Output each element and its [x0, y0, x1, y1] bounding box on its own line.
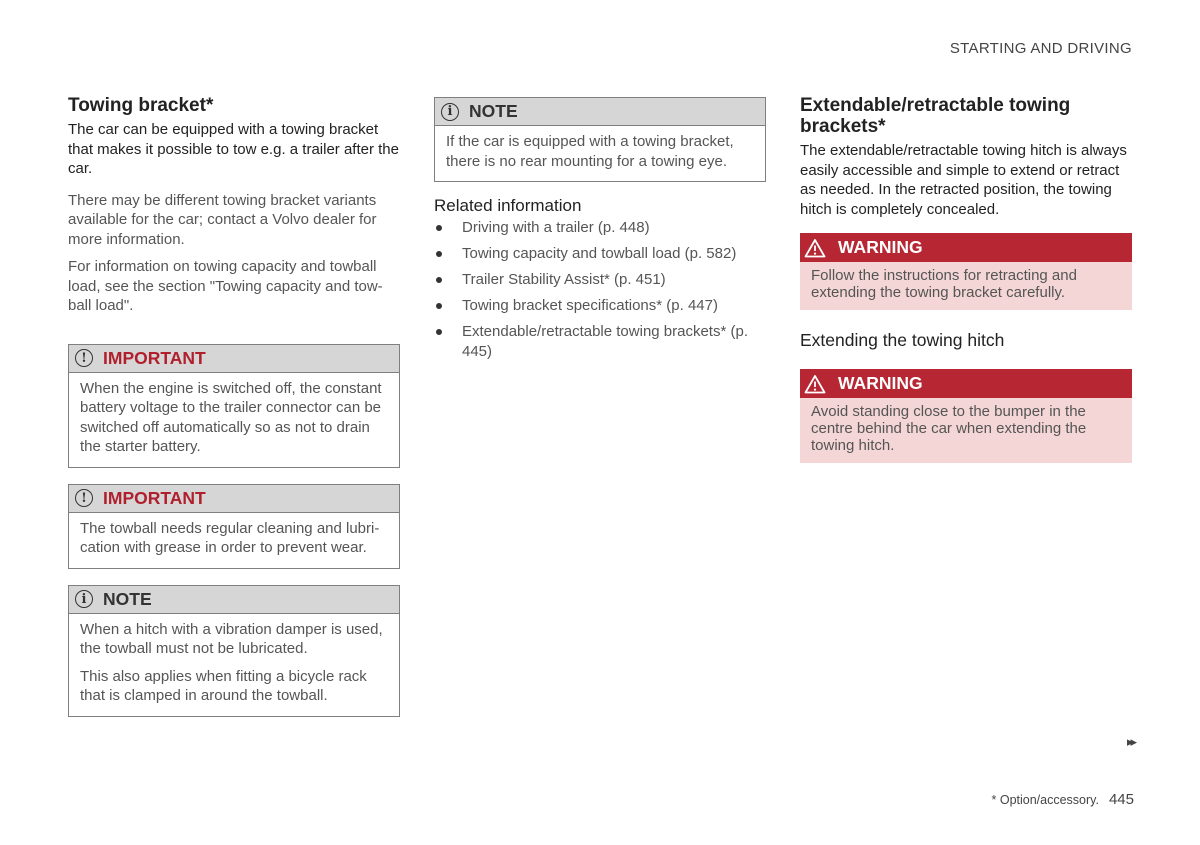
- important-label: IMPORTANT: [103, 487, 206, 508]
- page-footer: [992, 791, 1134, 808]
- important-header: [69, 485, 399, 513]
- related-link[interactable]: Towing bracket specifications* (p. 447): [434, 296, 766, 316]
- info-circle-icon: i: [75, 590, 93, 608]
- column-extendable: [800, 95, 1132, 483]
- related-link[interactable]: Extendable/retractable towing brackets* (p. 445): [434, 322, 766, 361]
- extendable-intro-text: The extendable/retractable towing hitch is always easily accessible and simple to extend or retract as needed. In the retracted position, the towing hitch is completely concealed.: [800, 142, 1127, 218]
- important-towball-text: The towball needs regular cleaning and lubri-cation with grease in order to prevent wear.: [80, 519, 380, 556]
- option-footnote: * Option/accessory.: [991, 793, 1099, 807]
- warning-bumper-text: Avoid standing close to the bumper in the centre behind the car when extending the towing hitch.: [800, 398, 1132, 463]
- related-information-heading: Related information: [434, 196, 582, 215]
- important-box-towball: [68, 484, 400, 569]
- continue-arrows-icon: ▸▸: [1126, 734, 1134, 749]
- warning-box-bumper: [800, 369, 1132, 463]
- note-header: [69, 586, 399, 614]
- warning-header: [800, 233, 1132, 262]
- exclamation-circle-icon: !: [75, 489, 93, 507]
- related-links-list: [434, 218, 766, 361]
- warning-header: [800, 369, 1132, 398]
- warning-triangle-icon: [804, 374, 826, 394]
- related-link[interactable]: Driving with a trailer (p. 448): [434, 218, 766, 238]
- note-box-damper: [68, 585, 400, 717]
- capacity-reference-text: For information on towing capacity and towball load, see the section "Towing capacity and tow-ball load".: [68, 258, 383, 314]
- note-box-towing-eye: [434, 97, 766, 182]
- exclamation-circle-icon: !: [75, 349, 93, 367]
- note-text: [69, 614, 399, 716]
- note-label: NOTE: [469, 101, 518, 121]
- warning-triangle-icon: [804, 238, 826, 258]
- column-towing-bracket: [68, 95, 400, 733]
- related-link[interactable]: Towing capacity and towball load (p. 582): [434, 244, 766, 264]
- warning-label: WARNING: [838, 237, 923, 257]
- note-damper-text: When a hitch with a vibration damper is used, the towball must not be lubricated.: [80, 620, 383, 657]
- section-header: STARTING AND DRIVING: [949, 40, 1132, 57]
- warning-instructions-text: Follow the instructions for retracting and extending the towing bracket carefully.: [800, 262, 1132, 310]
- note-text: [435, 126, 765, 181]
- important-box-battery: [68, 344, 400, 468]
- note-header: [435, 98, 765, 126]
- important-text: [69, 373, 399, 467]
- important-header: [69, 345, 399, 373]
- column-related: [434, 97, 766, 368]
- intro-text: The car can be equipped with a towing bracket that makes it possible to tow e.g. a trailer after the car.: [68, 121, 399, 177]
- important-text: [69, 513, 399, 568]
- note-label: NOTE: [103, 588, 152, 609]
- warning-label: WARNING: [838, 373, 923, 393]
- important-battery-text: When the engine is switched off, the constant battery voltage to the trailer connector can be switched off automatically so as not to drain the starter battery.: [80, 379, 382, 455]
- extending-hitch-heading: Extending the towing hitch: [800, 330, 1005, 350]
- note-bicycle-rack-text: This also applies when fitting a bicycle rack that is clamped in around the towball.: [80, 667, 367, 704]
- page-number: 445: [1108, 791, 1134, 808]
- info-circle-icon: i: [441, 103, 459, 121]
- page-title: Towing bracket*: [68, 95, 214, 116]
- important-label: IMPORTANT: [103, 347, 206, 368]
- section-title: Extendable/retractable towing brackets*: [800, 95, 1071, 137]
- warning-box-instructions: [800, 233, 1132, 310]
- variants-text: There may be different towing bracket variants available for the car; contact a Volvo dealer for more information.: [68, 191, 377, 248]
- note-towing-eye-text: If the car is equipped with a towing bracket, there is no rear mounting for a towing eye.: [446, 133, 734, 170]
- related-link[interactable]: Trailer Stability Assist* (p. 451): [434, 270, 766, 290]
